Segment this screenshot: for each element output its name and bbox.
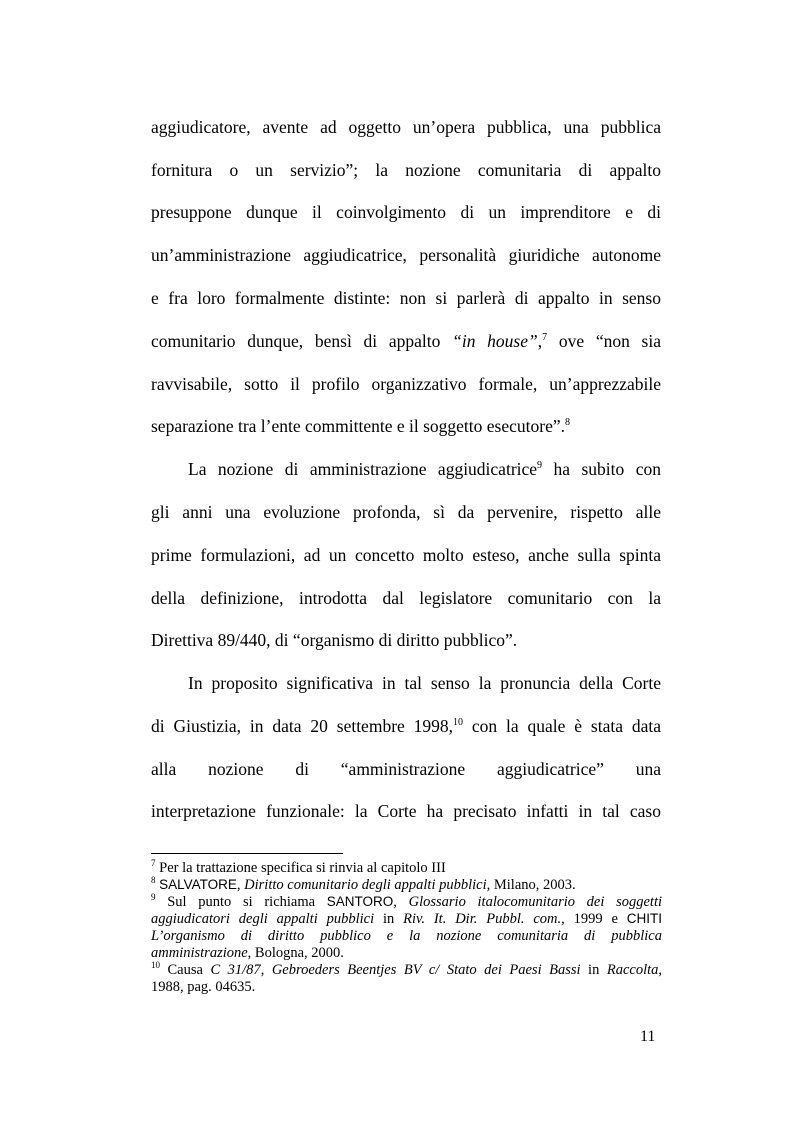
- text: gli anni una evoluzione profonda, sì da pervenire, rispetto alle: [151, 502, 661, 522]
- italic-text: Raccolta: [606, 962, 659, 978]
- footnote-9-line-2: [151, 911, 662, 928]
- text: in: [374, 911, 404, 927]
- body-line-11: [151, 544, 661, 566]
- text: ,: [236, 877, 245, 893]
- text: ha subito con: [542, 459, 661, 479]
- italic-text: “in house”: [452, 331, 538, 351]
- body-line-9: [188, 458, 661, 480]
- author-name: SALVATORE: [159, 877, 237, 892]
- text: presuppone dunque il coinvolgimento di un imprenditore e di: [151, 202, 661, 222]
- text: comunitario dunque, bensì di appalto: [151, 331, 453, 351]
- text: ,: [537, 331, 543, 351]
- italic-text: Glossario italocomunitario dei soggetti: [408, 894, 663, 910]
- text: interpretazione funzionale: la Corte ha precisato infatti in tal caso: [151, 801, 661, 821]
- italic-text: Gebroeders Beentjes BV c/ Stato dei Paesi Bassi: [271, 962, 581, 978]
- footnote-number: 10: [151, 960, 160, 970]
- body-line-4: [151, 244, 661, 266]
- text: Direttiva 89/440, di “organismo di diritto pubblico”.: [151, 630, 518, 650]
- body-line-7: [151, 373, 661, 395]
- text: , Bologna, 2000.: [247, 945, 344, 961]
- text: di Giustizia, in data 20 settembre 1998,: [151, 716, 454, 736]
- italic-text: C 31/87: [210, 962, 261, 978]
- footnote-ref-7[interactable]: 7: [542, 332, 548, 343]
- text: , 1999 e: [561, 911, 627, 927]
- italic-text: L’organismo di diritto pubblico e la nozione comunitaria di pubblica: [151, 928, 662, 944]
- text: prime formulazioni, ad un concetto molto esteso, anche sulla spinta: [151, 545, 661, 565]
- footnote-ref-9[interactable]: 9: [537, 460, 543, 471]
- page-number: 11: [640, 1028, 656, 1045]
- footnote-number: 7: [151, 858, 156, 868]
- text: della definizione, introdotta dal legislatore comunitario con la: [151, 588, 661, 608]
- italic-text: Riv. It. Dir. Pubbl. com.: [403, 911, 562, 927]
- footnote-9-line-4: [151, 945, 662, 962]
- footnote-9-line-1: [151, 894, 662, 911]
- body-line-12: [151, 587, 661, 609]
- text: in: [580, 962, 607, 978]
- text: ravvisabile, sotto il profilo organizzativo formale, un’apprezzabile: [151, 374, 661, 394]
- text: ,: [658, 962, 663, 978]
- footnote-number: 9: [151, 892, 156, 902]
- text: , Milano, 2003.: [486, 877, 576, 893]
- footnote-number: 8: [151, 875, 156, 885]
- body-line-2: [151, 159, 661, 181]
- text: Sul punto si richiama: [155, 894, 327, 910]
- italic-text: amministrazione: [151, 945, 248, 961]
- text: La nozione di amministrazione aggiudicatrice: [188, 459, 538, 479]
- footnote-8: [151, 877, 662, 894]
- body-line-14: [188, 672, 661, 694]
- body-line-13: [151, 629, 661, 651]
- italic-text: Diritto comunitario degli appalti pubblici: [244, 877, 487, 893]
- text: ,: [260, 962, 272, 978]
- author-name: SANTORO: [326, 894, 394, 909]
- body-line-1: [151, 116, 661, 138]
- body-line-6: [151, 330, 661, 352]
- text: ,: [393, 894, 409, 910]
- text: con la quale è stata data: [463, 716, 662, 736]
- italic-text: aggiudicatori degli appalti pubblici: [151, 911, 375, 927]
- text: In proposito significativa in tal senso la pronuncia della Corte: [188, 673, 661, 693]
- body-line-17: [151, 800, 661, 822]
- footnote-10-line-2: [151, 979, 662, 996]
- text: e fra loro formalmente distinte: non si parlerà di appalto in senso: [151, 288, 661, 308]
- footnote-ref-10[interactable]: 10: [453, 717, 464, 728]
- body-line-8: [151, 415, 661, 437]
- text: separazione tra l’ente committente e il soggetto esecutore”.: [151, 416, 565, 436]
- text: ove “non sia: [547, 331, 661, 351]
- text: Causa: [160, 962, 211, 978]
- footnote-7: [151, 860, 662, 877]
- author-name: CHITI: [626, 911, 663, 926]
- body-line-16: [151, 758, 661, 780]
- body-line-15: [151, 715, 661, 737]
- footnote-10-line-1: [151, 962, 662, 979]
- text: fornitura o un servizio”; la nozione comunitaria di appalto: [151, 160, 661, 180]
- footnote-9-line-3: [151, 928, 662, 945]
- body-line-10: [151, 501, 661, 523]
- text: aggiudicatore, avente ad oggetto un’opera pubblica, una pubblica: [151, 117, 661, 137]
- text: alla nozione di “amministrazione aggiudicatrice” una: [151, 759, 661, 779]
- text: Per la trattazione specifica si rinvia al capitolo III: [155, 860, 446, 876]
- footnote-divider: [151, 853, 343, 854]
- body-line-5: [151, 287, 661, 309]
- footnote-ref-8[interactable]: 8: [564, 417, 570, 428]
- body-line-3: [151, 201, 661, 223]
- text: un’amministrazione aggiudicatrice, personalità giuridiche autonome: [151, 245, 661, 265]
- text: 1988, pag. 04635.: [151, 979, 256, 995]
